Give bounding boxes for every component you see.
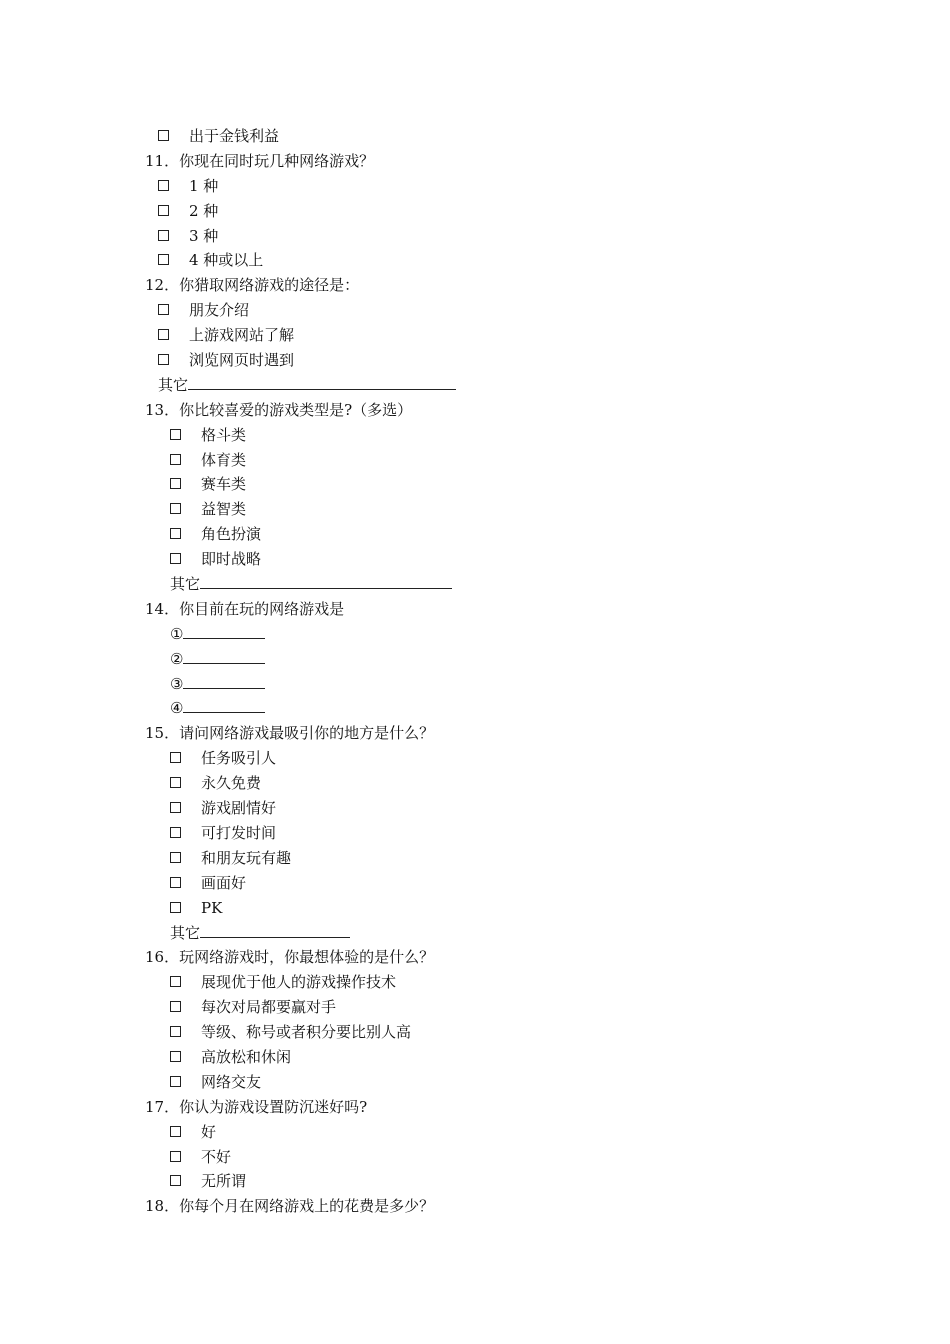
q12-option[interactable]: 浏览网页时遇到	[0, 348, 950, 373]
question-15-title: 15．请问网络游戏最吸引你的地方是什么？	[145, 724, 435, 743]
checkbox[interactable]	[158, 180, 169, 191]
q11-option[interactable]: 2 种	[0, 199, 950, 224]
q15-option[interactable]: 可打发时间	[0, 821, 950, 846]
checkbox[interactable]	[170, 827, 181, 838]
q14-item[interactable]	[0, 647, 950, 672]
q13-option[interactable]: 即时战略	[0, 547, 950, 572]
q14-item[interactable]	[0, 696, 950, 721]
q11-option[interactable]: 4 种或以上	[0, 248, 950, 273]
question-18-title: 18．你每个月在网络游戏上的花费是多少？	[145, 1197, 435, 1216]
checkbox[interactable]	[158, 304, 169, 315]
answer-blank[interactable]	[183, 622, 265, 639]
q12-option[interactable]: 朋友介绍	[0, 298, 950, 323]
checkbox[interactable]	[170, 1175, 181, 1186]
q15-option[interactable]: 画面好	[0, 871, 950, 896]
item-number: ③	[170, 674, 184, 693]
answer-blank[interactable]	[183, 647, 265, 664]
checkbox[interactable]	[170, 1151, 181, 1162]
q17-option[interactable]: 无所谓	[0, 1169, 950, 1194]
q11-option[interactable]: 3 种	[0, 224, 950, 249]
checkbox[interactable]	[170, 454, 181, 465]
question-17-title: 17．你认为游戏设置防沉迷好吗?	[145, 1097, 368, 1116]
question-13-title: 13．你比较喜爱的游戏类型是?（多选）	[145, 400, 413, 419]
option-money[interactable]	[0, 124, 950, 149]
q13-option[interactable]: 角色扮演	[0, 522, 950, 547]
question-16-title: 16．玩网络游戏时，你最想体验的是什么？	[145, 948, 435, 967]
option-label: 出于金钱利益	[189, 127, 280, 145]
q17-option[interactable]: 好	[0, 1120, 950, 1145]
q17-option[interactable]: 不好	[0, 1145, 950, 1170]
other-label: 其它	[170, 575, 201, 594]
question-12-title: 12．你猎取网络游戏的途径是：	[145, 276, 360, 295]
q15-option[interactable]: 任务吸引人	[0, 746, 950, 771]
q16-option[interactable]: 等级、称号或者积分要比别人高	[0, 1020, 950, 1045]
checkbox[interactable]	[170, 528, 181, 539]
item-number: ④	[170, 699, 184, 718]
question-11-title: 11．你现在同时玩几种网络游戏？	[145, 151, 375, 170]
answer-blank[interactable]	[183, 672, 265, 689]
checkbox[interactable]	[170, 429, 181, 440]
checkbox[interactable]	[170, 1001, 181, 1012]
checkbox[interactable]	[170, 877, 181, 888]
other-blank[interactable]	[200, 921, 350, 938]
checkbox[interactable]	[170, 553, 181, 564]
q12-option[interactable]: 上游戏网站了解	[0, 323, 950, 348]
q15-option[interactable]: PK	[0, 896, 950, 921]
checkbox[interactable]	[158, 230, 169, 241]
q16-option[interactable]: 高放松和休闲	[0, 1045, 950, 1070]
q16-option[interactable]: 每次对局都要赢对手	[0, 995, 950, 1020]
answer-blank[interactable]	[183, 696, 265, 713]
checkbox[interactable]	[170, 1076, 181, 1087]
q15-option[interactable]: 永久免费	[0, 771, 950, 796]
q13-option[interactable]: 益智类	[0, 497, 950, 522]
checkbox[interactable]	[170, 902, 181, 913]
other-blank[interactable]	[188, 373, 456, 390]
q11-option[interactable]: 1 种	[0, 174, 950, 199]
other-blank[interactable]	[200, 572, 452, 589]
checkbox[interactable]	[170, 1051, 181, 1062]
checkbox[interactable]	[170, 852, 181, 863]
question-14-title: 14．你目前在玩的网络游戏是	[145, 599, 345, 618]
checkbox[interactable]	[158, 254, 169, 265]
checkbox[interactable]	[170, 478, 181, 489]
checkbox[interactable]	[158, 130, 169, 141]
item-number: ①	[170, 624, 184, 643]
checkbox[interactable]	[170, 503, 181, 514]
q13-option[interactable]: 赛车类	[0, 472, 950, 497]
q14-item[interactable]	[0, 622, 950, 647]
q16-option[interactable]: 网络交友	[0, 1070, 950, 1095]
q14-item[interactable]	[0, 672, 950, 697]
q15-option[interactable]: 游戏剧情好	[0, 796, 950, 821]
q15-option[interactable]: 和朋友玩有趣	[0, 846, 950, 871]
q13-other[interactable]	[0, 572, 950, 597]
item-number: ②	[170, 649, 184, 668]
other-label: 其它	[158, 375, 189, 394]
q16-option[interactable]: 展现优于他人的游戏操作技术	[0, 970, 950, 995]
q13-option[interactable]: 格斗类	[0, 423, 950, 448]
checkbox[interactable]	[170, 777, 181, 788]
q13-option[interactable]: 体育类	[0, 448, 950, 473]
q12-other[interactable]	[0, 373, 950, 398]
checkbox[interactable]	[170, 1126, 181, 1137]
checkbox[interactable]	[170, 1026, 181, 1037]
checkbox[interactable]	[158, 205, 169, 216]
checkbox[interactable]	[158, 329, 169, 340]
other-label: 其它	[170, 923, 201, 942]
questionnaire	[0, 124, 950, 1219]
q15-other[interactable]	[0, 921, 950, 946]
checkbox[interactable]	[170, 976, 181, 987]
checkbox[interactable]	[158, 354, 169, 365]
checkbox[interactable]	[170, 802, 181, 813]
checkbox[interactable]	[170, 752, 181, 763]
